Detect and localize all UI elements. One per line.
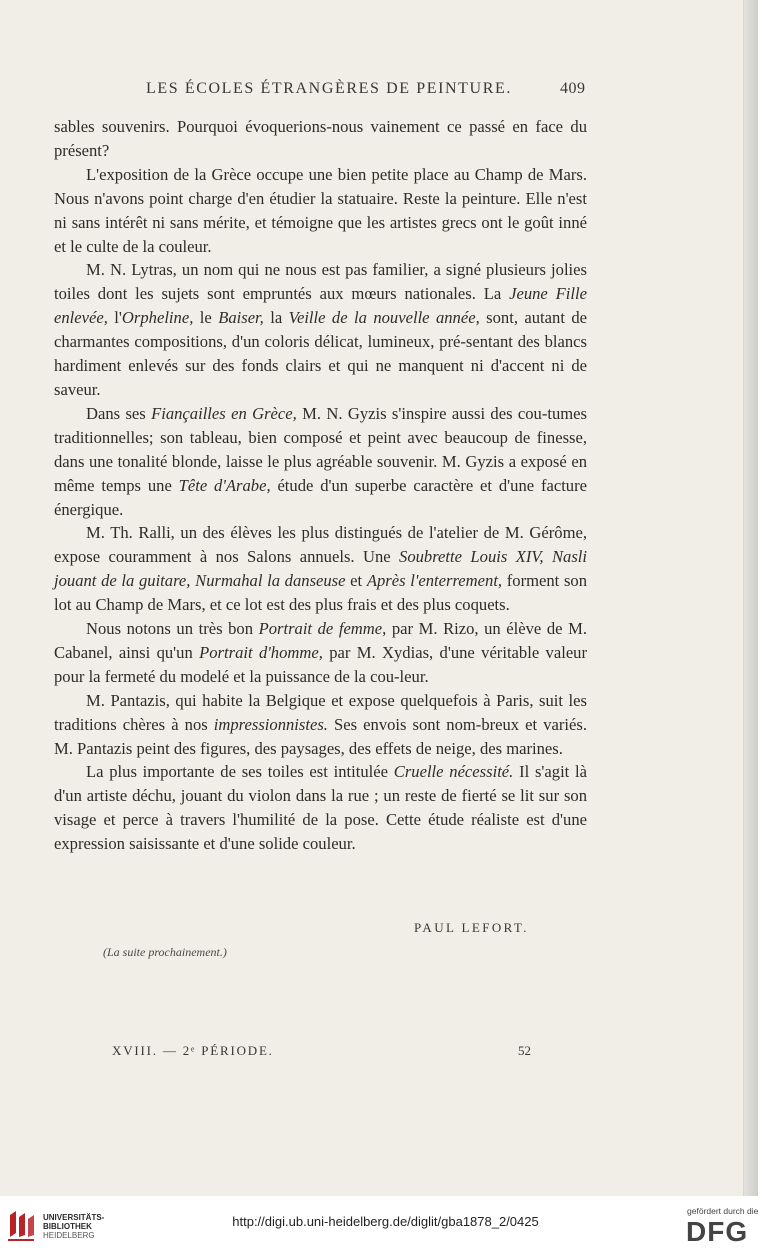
paragraph-4: Dans ses Fiançailles en Grèce, M. N. Gyzis s'inspire aussi des cou-tumes traditionnelles; son tableau, bien composé et peint avec beaucoup de finesse, dans une tonalité blonde, laisse le plus agréable souvenir. M. Gyzis a exposé en même temps une Tête d'Arabe, étude d'un superbe caractère et d'une facture énergique.	[54, 403, 587, 519]
running-header	[0, 80, 758, 104]
permalink-url[interactable]: http://digi.ub.uni-heidelberg.de/diglit/gba1878_2/0425	[232, 1214, 539, 1229]
viewer-footer-bar	[0, 1196, 771, 1253]
artwork-title: Orpheline,	[121, 308, 194, 328]
artwork-title: Nurmahal la danseuse	[195, 571, 346, 591]
paragraph-5: M. Th. Ralli, un des élèves les plus distingués de l'atelier de M. Gérôme, expose couramment à nos Salons annuels. Une Soubrette Louis XIV, Nasli jouant de la guitare, Nurmahal la danseuse et Après l'enterrement, forment son lot au Champ de Mars, et ce lot est des plus frais et des plus coquets.	[54, 523, 587, 615]
paragraph-3: M. N. Lytras, un nom qui ne nous est pas familier, a signé plusieurs jolies toiles dont les sujets sont empruntés aux mœurs nationales. La Jeune Fille enlevée, l'Orpheline, le Baiser, la Veille de la nouvelle année, sont, autant de charmantes compositions, d'un coloris délicat, lumineux, pré-sentant des blancs hardiment enlevés sur des fonds clairs et qui ne manquent ni d'accent ni de saveur.	[54, 260, 588, 399]
artwork-title: Portrait de femme,	[258, 619, 387, 639]
running-title: LES ÉCOLES ÉTRANGÈRES DE PEINTURE.	[146, 80, 512, 97]
artwork-title: Soubrette Louis XIV,	[399, 547, 544, 567]
sheet-number: 52	[518, 1043, 531, 1058]
artwork-title: Tête d'Arabe,	[178, 475, 271, 495]
library-name: UNIVERSITÄTS- BIBLIOTHEK HEIDELBERG	[43, 1213, 105, 1240]
article-body	[54, 115, 587, 856]
artwork-title: Cruelle nécessité.	[393, 762, 514, 782]
page-gutter	[743, 0, 758, 1196]
continuation-note: (La suite prochainement.)	[103, 945, 227, 959]
artwork-title: Veille de la nouvelle année,	[288, 308, 480, 328]
signature-mark: XVIII. — 2ᵉ PÉRIODE.	[112, 1043, 274, 1058]
paragraph-8: La plus importante de ses toiles est intitulée Cruelle nécessité. Il s'agit là d'un artiste déchu, jouant du violon dans la rue ; un reste de fierté se lit sur son visage et perce à travers l'humilité de la pose. Cette étude réaliste est d'une expression saisissante et d'une solide couleur.	[54, 762, 588, 854]
artwork-title: Jeune Fille enlevée,	[54, 284, 587, 328]
dfg-logo[interactable]: DFG	[686, 1216, 749, 1247]
artwork-title: Baiser,	[218, 308, 264, 328]
page-number: 409	[560, 80, 586, 97]
artwork-title: Fiançailles en Grèce,	[151, 403, 297, 423]
author-signature: PAUL LEFORT.	[414, 920, 529, 935]
artwork-title: Portrait d'homme,	[199, 642, 323, 662]
paragraph-7: M. Pantazis, qui habite la Belgique et expose quelquefois à Paris, suit les traditions chères à nos impressionnistes. Ses envois sont nom-breux et variés. M. Pantazis peint des figures, des paysages, des effets de neige, des marines.	[54, 690, 587, 758]
paragraph-6: Nous notons un très bon Portrait de femme, par M. Rizo, un élève de M. Cabanel, ainsi qu'un Portrait d'homme, par M. Xydias, d'une véritable valeur pour la fermeté du modelé et la puissance de la cou-leur.	[54, 619, 588, 686]
dfg-caption: gefördert durch die	[687, 1206, 759, 1216]
paragraph-1: sables souvenirs. Pourquoi évoquerions-nous vainement ce passé en face du présent?	[54, 117, 587, 160]
artwork-title: Nasli jouant de la guitare,	[54, 547, 587, 591]
paragraph-2: L'exposition de la Grèce occupe une bien petite place au Champ de Mars. Nous n'avons point charge d'en étudier la statuaire. Reste la peinture. Elle n'est ni sans intérêt ni sans mérite, et témoigne que les artistes grecs ont le goût inné et le culte de la couleur.	[54, 164, 587, 256]
emphasis: impressionnistes.	[213, 714, 328, 734]
artwork-title: Après l'enterrement,	[366, 571, 503, 591]
